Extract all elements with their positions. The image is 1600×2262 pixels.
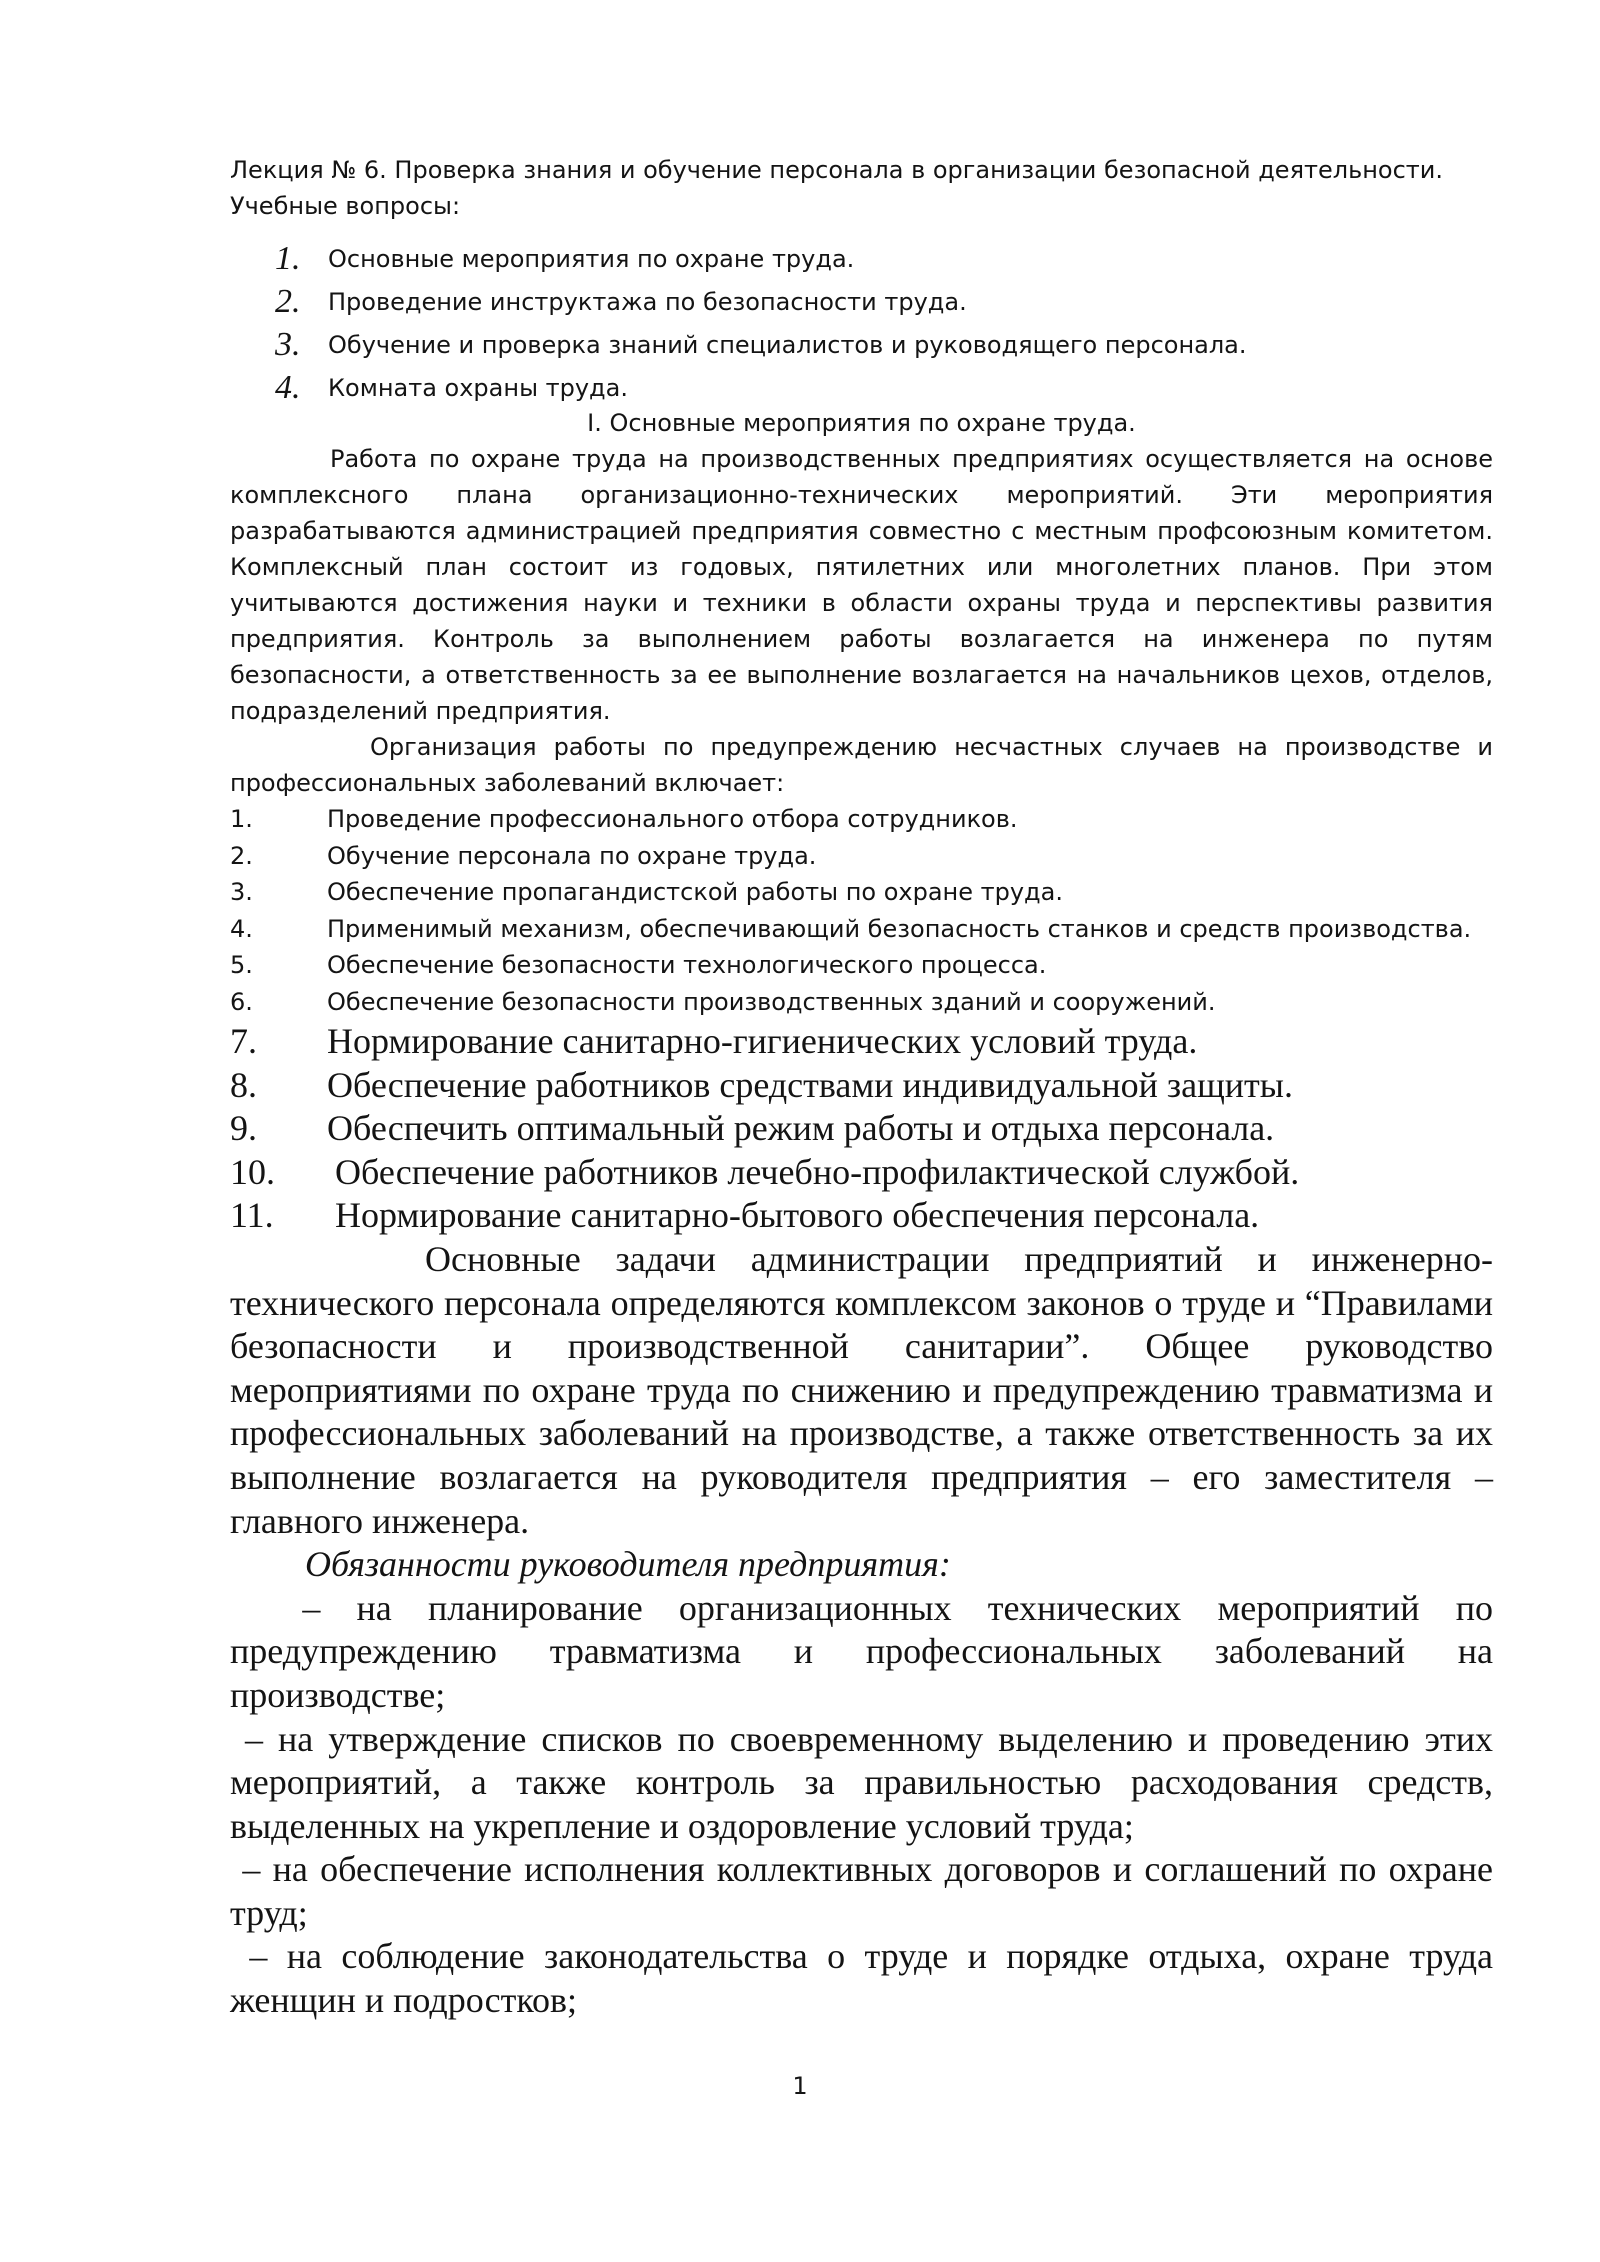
list-item xyxy=(230,277,1493,320)
list-text: Обеспечение безопасности производственных зданий и сооружений. xyxy=(327,987,1216,1016)
section-1 xyxy=(230,406,1493,801)
lecture-title: Лекция № 6. Проверка знания и обучение персонала в организации безопасной деятельности. xyxy=(230,156,1444,184)
list-text: Обучение персонала по охране труда. xyxy=(327,841,817,870)
duty-item: – на утверждение списков по своевременному выделению и проведению этих мероприятий, а также контроль за правильностью расходования средств, выделенных на укрепление и оздоровление условий труда; xyxy=(230,1718,1503,1846)
section-paragraph: Работа по охране труда на производственных предприятиях осуществляется на основе комплексного плана организационно-технических мероприятий. Эти мероприятия разрабатываются администрацией предприятия совместно с местным профсоюзным комитетом. Комплексный план состоит из годовых, пятилетних или многолетних планов. При этом учитываются достижения науки и техники в области охраны труда и перспективы развития предприятия. Контроль за выполнением работы возлагается на инженера по путям безопасности, а ответственность за ее выполнение возлагается на начальников цехов, отделов, подразделений предприятия. xyxy=(230,445,1493,725)
page-number: 1 xyxy=(792,2072,808,2100)
list-text: Комната охраны труда. xyxy=(328,374,628,402)
list-number: 3. xyxy=(230,878,253,906)
list-number: 6. xyxy=(230,987,253,1016)
list-item xyxy=(230,874,1493,911)
list-item xyxy=(230,801,1493,838)
lecture-header xyxy=(230,152,1493,224)
list-number: 3. xyxy=(275,326,301,363)
list-item xyxy=(230,911,1493,948)
list-text: Проведение инструктажа по безопасности труда. xyxy=(328,288,967,316)
list-text: Обеспечение пропагандистской работы по охране труда. xyxy=(327,878,1063,906)
list-text: Нормирование санитарно-бытового обеспечения персонала. xyxy=(335,1195,1260,1236)
duties-heading: Обязанности руководителя предприятия: xyxy=(305,1544,951,1585)
list-item xyxy=(230,1194,1493,1238)
list-text: Обеспечение безопасности технологического процесса. xyxy=(327,951,1047,979)
list-text: Обеспечение работников средствами индивидуальной защиты. xyxy=(327,1064,1293,1105)
list-text: Обеспечить оптимальный режим работы и отдыха персонала. xyxy=(327,1108,1275,1149)
list-number: 7. xyxy=(230,1021,257,1061)
lecture-subtitle: Учебные вопросы: xyxy=(230,192,461,220)
list-text: Основные мероприятия по охране труда. xyxy=(328,245,855,273)
list-text: Проведение профессионального отбора сотрудников. xyxy=(327,805,1018,833)
list-number: 8. xyxy=(230,1064,257,1105)
list-text: Нормирование санитарно-гигиенических условий труда. xyxy=(327,1021,1198,1061)
list-item xyxy=(230,984,1493,1021)
tasks-paragraph: Основные задачи администрации предприятий и инженерно-технического персонала определяются комплексом законов о труде и “Правилами безопасности и производственной санитарии”. Общее руководство мероприятиями по охране труда по снижению и предупреждению травматизма и профессиональных заболеваний на производстве, а также ответственность за их выполнение возлагается на руководителя предприятия – его заместителя – главного инженера. xyxy=(230,1238,1493,1541)
duty-item: – на обеспечение исполнения коллективных договоров и соглашений по охране труд; xyxy=(230,1849,1502,1933)
list-item xyxy=(230,838,1493,875)
list-text: Обеспечение работников лечебно-профилактической службой. xyxy=(335,1151,1300,1192)
section-heading: I. Основные мероприятия по охране труда. xyxy=(587,409,1136,437)
list-item xyxy=(230,1020,1493,1064)
list-item xyxy=(230,1064,1493,1108)
list-number: 1. xyxy=(230,805,253,833)
list-number: 2. xyxy=(230,841,253,870)
measures-list-small xyxy=(230,801,1493,1020)
section-paragraph: Организация работы по предупреждению несчастных случаев на производстве и профессиональных заболеваний включает: xyxy=(230,733,1493,797)
list-item xyxy=(230,1107,1493,1151)
list-item xyxy=(230,320,1493,363)
list-number: 4. xyxy=(230,914,253,943)
duties-section xyxy=(230,1238,1503,2023)
measures-list-large xyxy=(230,1020,1493,1238)
list-text: Обучение и проверка знаний специалистов и руководящего персонала. xyxy=(328,331,1247,359)
list-number: 2. xyxy=(275,283,301,320)
list-number: 4. xyxy=(275,369,301,406)
list-number: 11. xyxy=(230,1195,274,1236)
list-item xyxy=(230,1151,1493,1195)
list-number: 5. xyxy=(230,951,253,979)
document-page xyxy=(230,152,1503,2023)
list-item xyxy=(230,947,1493,984)
list-item xyxy=(230,363,1493,406)
list-number: 9. xyxy=(230,1108,257,1149)
list-item xyxy=(230,234,1493,277)
list-number: 10. xyxy=(230,1151,275,1192)
duty-item: – на планирование организационных технических мероприятий по предупреждению травматизма и профессиональных заболеваний на производстве; xyxy=(230,1587,1502,1715)
duty-item: – на соблюдение законодательства о труде и порядке отдыха, охране труда женщин и подростков; xyxy=(230,1936,1502,2021)
study-questions-list xyxy=(230,234,1493,406)
list-number: 1. xyxy=(275,240,301,277)
list-text: Применимый механизм, обеспечивающий безопасность станков и средств производства. xyxy=(327,914,1472,943)
